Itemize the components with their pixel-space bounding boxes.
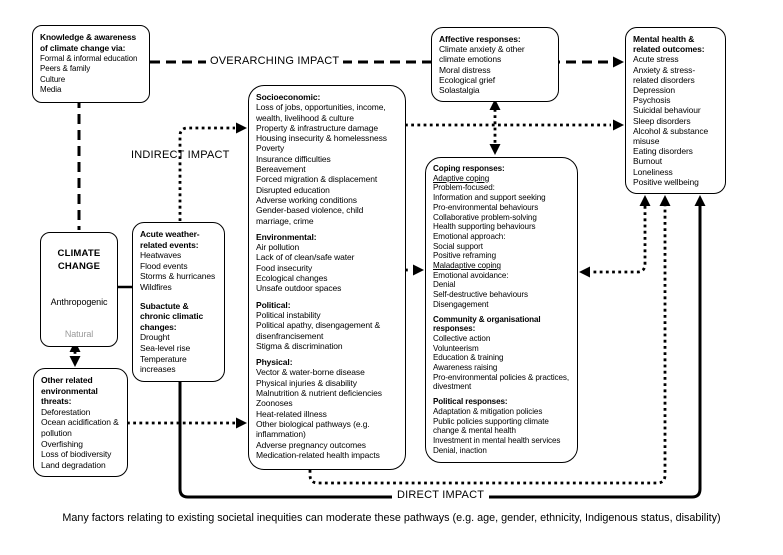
list-item: Alcohol & substance misuse <box>633 125 709 147</box>
list-item: Disrupted education <box>256 184 330 195</box>
list-item: Deforestation <box>41 406 91 417</box>
list-item: Peers & family <box>40 64 91 74</box>
list-item: Acute stress <box>633 54 679 65</box>
box-affective-responses <box>431 27 559 102</box>
box-items <box>41 407 120 471</box>
list-item: Storms & hurricanes <box>140 271 216 282</box>
list-item: Food insecurity <box>256 262 313 273</box>
box-items <box>256 92 398 460</box>
box-knowledge-awareness <box>32 25 150 103</box>
list-item: Lack of of clean/safe water <box>256 252 355 263</box>
list-item: Adverse working conditions <box>256 194 357 205</box>
box-environmental-threats <box>33 368 128 477</box>
list-item: Poverty <box>256 143 285 154</box>
box-mental-health-outcomes <box>625 27 726 194</box>
list-item: Ecological grief <box>439 74 496 85</box>
list-item: Anthropogenic <box>50 297 108 307</box>
box-items <box>140 229 217 375</box>
list-item: Information and support seeking <box>433 193 546 203</box>
arrowhead-into-mental-health-left-icon <box>613 57 624 68</box>
list-item: Gender-based violence, child marriage, crime <box>256 205 364 226</box>
list-item: Bereavement <box>256 164 306 175</box>
list-item: Anxiety & stress-related disorders <box>633 64 696 85</box>
box-items <box>40 54 142 96</box>
list-item: Loss of biodiversity <box>41 449 112 460</box>
box-title: Mental health & related outcomes: <box>633 34 705 55</box>
list-item: Pro-environmental policies & practices, divestment <box>433 372 570 392</box>
list-item: Coping responses: <box>433 164 505 173</box>
list-item: Depression <box>633 85 675 96</box>
list-item: Sea-level rise <box>140 342 191 353</box>
box-items <box>633 54 718 187</box>
list-item: Suicidal behaviour <box>633 105 701 116</box>
list-item: Unsafe outdoor spaces <box>256 283 342 294</box>
list-item: Emotional approach: <box>433 231 506 241</box>
list-item: Political instability <box>256 309 321 320</box>
arrowhead-into-coping-right-icon <box>579 267 590 278</box>
arrowhead-into-threats-top-icon <box>70 356 81 367</box>
coping-mental-health-dotted-line <box>591 206 645 272</box>
list-item: Positive reframing <box>433 251 496 261</box>
list-item: Temperature increases <box>140 353 187 375</box>
list-item: Medication-related health impacts <box>256 449 380 460</box>
list-item: Overfishing <box>41 438 83 449</box>
list-item: Burnout <box>633 156 663 167</box>
list-item: Emotional avoidance: <box>433 270 509 280</box>
arrowhead-into-mental-health-bottom2-icon <box>660 195 671 206</box>
list-item: Positive wellbeing <box>633 176 699 187</box>
list-item: Loneliness <box>633 166 673 177</box>
box-title: Knowledge & awareness of climate change via: <box>40 32 137 53</box>
box-items <box>433 164 570 455</box>
box-items <box>48 297 110 340</box>
list-item: Stigma & discrimination <box>256 340 343 351</box>
list-item: Natural <box>64 329 94 340</box>
list-item: Housing insecurity & homelessness <box>256 133 387 144</box>
list-item: Culture <box>40 74 66 84</box>
list-item: Denial, inaction <box>433 445 487 455</box>
arrowhead-into-coping-left-icon <box>413 265 424 276</box>
arrowhead-into-coping-top-icon <box>490 144 501 155</box>
list-item: Education & training <box>433 353 504 363</box>
list-item: Physical: <box>256 357 293 368</box>
list-item: Collective action <box>433 333 491 343</box>
box-acute-weather-events <box>132 222 225 382</box>
list-item: Health supporting behaviours <box>433 222 536 232</box>
list-item: Malnutrition & nutrient deficiencies <box>256 388 382 399</box>
list-item: Subactute & chronic climatic changes: <box>140 300 204 332</box>
list-item: Forced migration & displacement <box>256 174 378 185</box>
list-item: Physical injuries & disability <box>256 377 357 388</box>
box-climate-change <box>40 232 118 347</box>
list-item: Solastalgia <box>439 85 480 96</box>
list-item: Social support <box>433 241 483 251</box>
list-item: Psychosis <box>633 95 671 106</box>
list-item: Loss of jobs, opportunities, income, wealth, livelihood & culture <box>256 102 386 123</box>
list-item: Denial <box>433 280 456 290</box>
list-item: Pro-environmental behaviours <box>433 202 539 212</box>
list-item: Maladaptive coping <box>433 261 501 271</box>
arrowhead-into-mental-health-bottom1-icon <box>640 195 651 206</box>
list-item: Eating disorders <box>633 146 693 157</box>
list-item: Political: <box>256 299 291 310</box>
arrowhead-into-mental-health-dotted-icon <box>613 120 624 131</box>
list-item: Land degradation <box>41 459 106 470</box>
list-item: Sleep disorders <box>633 115 691 126</box>
list-item: Investment in mental health services <box>433 435 561 445</box>
list-item: Volunteerism <box>433 343 479 353</box>
list-item: Heatwaves <box>140 250 182 261</box>
list-item: Insurance difficulties <box>256 153 331 164</box>
list-item: Political responses: <box>433 397 508 407</box>
list-item: Public policies supporting climate change & mental health <box>433 416 549 436</box>
arrowhead-into-mental-health-bottom3-icon <box>695 195 706 206</box>
list-item: Community & organisational responses: <box>433 314 541 334</box>
list-item: Climate anxiety & other climate emotions <box>439 44 525 65</box>
list-item: Adaptive coping <box>433 173 490 183</box>
box-items <box>439 44 551 95</box>
list-item: Problem-focused: <box>433 183 495 193</box>
list-item: Disengagement <box>433 299 489 309</box>
label-overarching-impact: OVERARCHING IMPACT <box>206 55 343 67</box>
list-item: Environmental: <box>256 231 317 242</box>
caption: Many factors relating to existing societal inequities can moderate these pathways (e.g. age, gender, ethnicity, Indigenous status, disability) <box>62 512 721 524</box>
list-item: Ecological changes <box>256 273 328 284</box>
list-item: Other biological pathways (e.g. inflammation) <box>256 418 370 440</box>
list-item: Self-destructive behaviours <box>433 290 528 300</box>
list-item: Heat-related illness <box>256 408 327 419</box>
label-direct-impact: DIRECT IMPACT <box>392 489 489 501</box>
indirect-impact-dotted-line <box>180 128 235 221</box>
list-item: Awareness raising <box>433 363 498 373</box>
box-title: CLIMATE CHANGE <box>57 248 101 272</box>
list-item: Air pollution <box>256 242 300 253</box>
list-item: Media <box>40 85 62 95</box>
list-item: Drought <box>140 332 170 343</box>
list-item: Vector & water-borne disease <box>256 367 365 378</box>
list-item: Political apathy, disengagement & disenfrancisement <box>256 320 381 341</box>
list-item: Ocean acidification & pollution <box>41 417 119 438</box>
list-item: Zoonoses <box>256 398 293 409</box>
box-coping-responses <box>425 157 578 463</box>
label-indirect-impact: INDIRECT IMPACT <box>131 149 230 161</box>
arrowhead-into-impacts-lower-icon <box>236 418 247 429</box>
list-item: Collaborative problem-solving <box>433 212 537 222</box>
list-item: Adverse pregnancy outcomes <box>256 439 366 450</box>
list-item: Socioeconomic: <box>256 92 321 102</box>
list-item: Formal & informal education <box>40 54 138 63</box>
arrowhead-into-impacts-top-icon <box>236 123 247 134</box>
list-item: Moral distress <box>439 64 491 75</box>
box-impacts <box>248 85 406 470</box>
box-title: Other related environmental threats: <box>41 375 98 407</box>
list-item: Adaptation & mitigation policies <box>433 406 543 416</box>
list-item: Wildfires <box>140 281 172 292</box>
list-item: Property & infrastructure damage <box>256 122 378 133</box>
box-title: Affective responses: <box>439 34 521 44</box>
list-item: Flood events <box>140 260 188 271</box>
list-item: Acute weather-related events: <box>140 229 200 250</box>
